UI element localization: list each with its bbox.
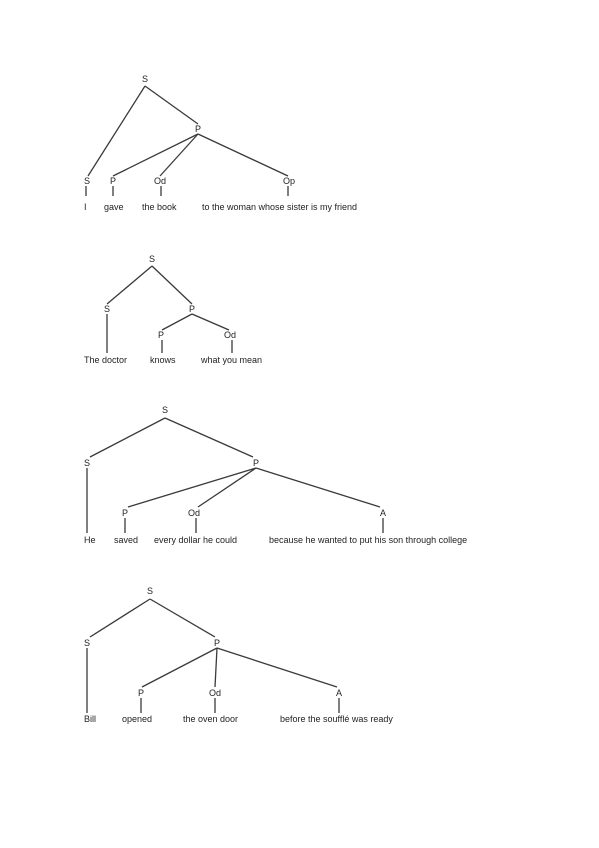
node-label: S <box>141 74 149 84</box>
word-label: to the woman whose sister is my friend <box>202 202 358 212</box>
edge <box>256 468 380 507</box>
word-label: The doctor <box>84 355 128 365</box>
node-label: Od <box>223 330 237 340</box>
edge <box>162 314 192 330</box>
edge <box>90 418 165 457</box>
edge <box>145 86 198 124</box>
edge <box>217 648 337 687</box>
edge <box>152 266 192 304</box>
word-label: gave <box>104 202 124 212</box>
word-label: every dollar he could <box>154 535 238 545</box>
node-label: Od <box>187 508 201 518</box>
node-label: S <box>148 254 156 264</box>
node-label: P <box>252 458 260 468</box>
node-label: P <box>157 330 165 340</box>
edge <box>107 266 152 304</box>
word-label: before the soufflé was ready <box>280 714 393 724</box>
node-label: S <box>83 638 91 648</box>
word-label: the book <box>142 202 177 212</box>
tree-3 <box>84 405 467 545</box>
word-label: what you mean <box>201 355 263 365</box>
word-label: because he wanted to put his son through college <box>269 535 468 545</box>
edge <box>215 648 217 687</box>
node-label: Od <box>153 176 167 186</box>
node-label: S <box>146 586 154 596</box>
node-label: S <box>103 304 111 314</box>
node-label: P <box>137 688 145 698</box>
edge <box>198 134 288 176</box>
edge <box>90 599 150 637</box>
node-label: S <box>83 176 91 186</box>
node-label: S <box>161 405 169 415</box>
word-label: saved <box>114 535 139 545</box>
edge <box>165 418 253 457</box>
node-label: Op <box>282 176 296 186</box>
node-label: P <box>213 638 221 648</box>
tree-1 <box>84 74 357 212</box>
node-label: S <box>83 458 91 468</box>
node-label: A <box>379 508 387 518</box>
word-label: knows <box>150 355 176 365</box>
edge <box>192 314 229 330</box>
tree-2 <box>84 254 262 365</box>
edge <box>113 134 198 176</box>
word-label: Bill <box>84 714 97 724</box>
edge <box>88 86 145 176</box>
edge <box>142 648 217 687</box>
word-label: I <box>84 202 87 212</box>
tree-4 <box>84 586 393 724</box>
word-label: opened <box>122 714 153 724</box>
edge <box>198 468 256 507</box>
node-label: P <box>121 508 129 518</box>
word-label: He <box>84 535 96 545</box>
edge <box>150 599 215 637</box>
node-label: P <box>109 176 117 186</box>
node-label: A <box>335 688 343 698</box>
node-label: P <box>188 304 196 314</box>
node-label: Od <box>208 688 222 698</box>
edge <box>128 468 256 507</box>
node-label: P <box>194 124 202 134</box>
word-label: the oven door <box>183 714 239 724</box>
edge <box>160 134 198 176</box>
